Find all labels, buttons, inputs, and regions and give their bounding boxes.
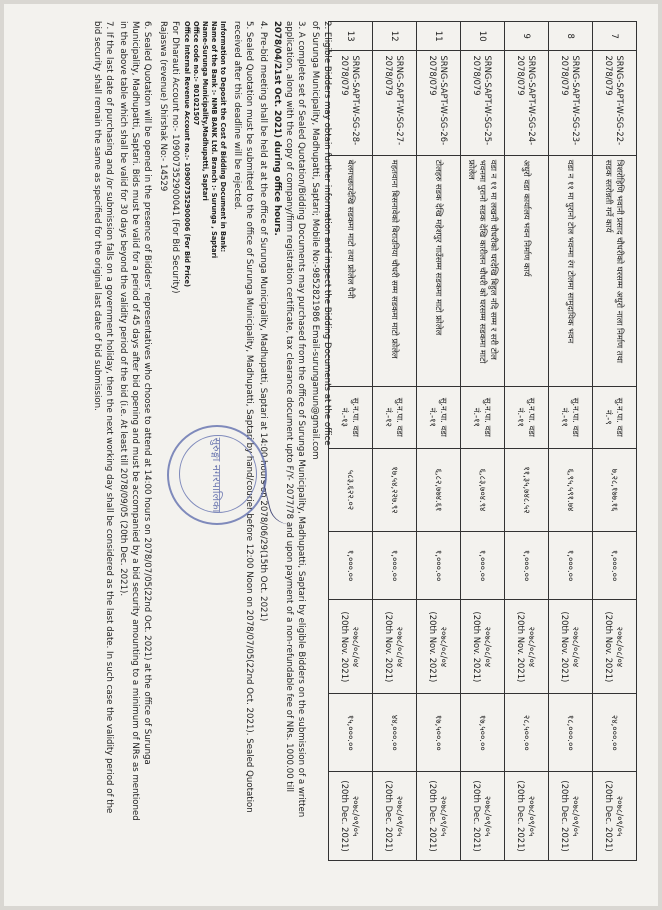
cell-code-text: SRNG-SAPT-W-SG-22-2078/079 <box>604 55 626 146</box>
cell-security <box>461 694 505 772</box>
cell-fee-text: १,०००.०० <box>521 549 532 582</box>
cell-amount <box>417 449 461 532</box>
bid-table-body <box>329 22 637 861</box>
cell-date1-en: (20th Nov. 2021) <box>560 611 571 683</box>
cell-no-text: 8 <box>565 33 576 39</box>
bank-line-2: Name of the Bank :- NMB BANK Ltd. Branch :- Surunga , Saptari <box>210 21 218 259</box>
cell-desc-text: महतवाना बिसनावेको बिराउनिया चौधरी सम्म सडकमा माटो फ्रोलेल <box>389 159 400 359</box>
cell-amount-text: १७,५४,२२७.९२ <box>389 466 400 514</box>
cell-amount <box>329 449 373 532</box>
cell-addr-text: सु.न.पा. वडा नं.-११ <box>472 397 494 437</box>
bank-line-6: For Dharauti Account no:- 109007352900041 (For Bid Security) <box>170 21 180 294</box>
cell-desc <box>593 155 637 386</box>
cell-date1-en: (20th Nov. 2021) <box>340 611 351 683</box>
document-sheet <box>4 4 658 906</box>
cell-code-text: SRNG-SAPT-W-SG-23-2078/079 <box>560 55 582 146</box>
cell-desc-text: वडा न ११ मा पुरानो टोल भवन्मा रंग टोलमा सामुदायिक भवन <box>565 159 576 344</box>
cell-code <box>549 51 593 155</box>
cell-security-text: १७,५००.०० <box>477 714 488 751</box>
cell-amount <box>593 449 637 532</box>
cell-date2-en: (20th Dec. 2021) <box>384 780 395 852</box>
cell-date2-text: २०७८/०९/०५ <box>351 795 362 837</box>
table-row <box>417 22 461 861</box>
cell-date2-text: २०७८/०९/०५ <box>439 795 450 837</box>
cell-no <box>329 22 373 51</box>
cell-fee-text: १,०००.०० <box>609 549 620 582</box>
cell-code-text: SRNG-SAPT-W-SG-25-2078/079 <box>472 55 494 146</box>
cell-addr <box>549 386 593 449</box>
cell-date1-en: (20th Nov. 2021) <box>384 611 395 683</box>
cell-desc-text: टोलहरु सडक देखि महेशपुर गाउँसम्म सडकमा माटो फ्रोलेल <box>433 159 444 336</box>
cell-code-text: SRNG-SAPT-W-SG-24-2078/079 <box>516 55 538 146</box>
cell-amount <box>505 449 549 532</box>
table-row <box>593 22 637 861</box>
cell-date1-text: २०७८/०८/०४ <box>395 626 406 668</box>
cell-amount <box>549 449 593 532</box>
cell-date2-en: (20th Dec. 2021) <box>516 780 527 852</box>
cell-date1-text: २०७८/०८/०४ <box>615 626 626 668</box>
para-5a: 5. Sealed Quotation must be submitted to the office of Surunga Municipality, Madhupatti, Saptari by hand/courier before 12:00 Noon on 2078/07/05(22nd Oct. 2021). Sealed Quotation <box>244 21 254 813</box>
cell-no <box>505 22 549 51</box>
cell-desc <box>461 155 505 386</box>
cell-addr <box>461 386 505 449</box>
cell-fee <box>329 531 373 600</box>
cell-security-text: ४४,०००.०० <box>389 714 400 751</box>
cell-desc <box>549 155 593 386</box>
cell-date1 <box>461 600 505 694</box>
cell-security <box>505 694 549 772</box>
cell-no-text: 7 <box>609 33 620 39</box>
rotated-page <box>7 7 655 903</box>
cell-security-text: १५,०००.०० <box>345 714 356 751</box>
para-7a: 7. If the last date of purchasing and /or submission falls on a government holiday, then the next working day shall be considered as the last date. In such case the validity period of the <box>104 21 114 814</box>
para-2b: of Surunga Municipality, Madhupatti, Saptari; Mobile No:-9852821986 Email-surungamun@gmail.com <box>310 21 320 460</box>
cell-code <box>593 51 637 155</box>
cell-addr <box>505 386 549 449</box>
cell-date1-text: २०७८/०८/०४ <box>483 626 494 668</box>
cell-date2 <box>461 772 505 861</box>
cell-date1-en: (20th Nov. 2021) <box>428 611 439 683</box>
cell-amount-text: ५८३,६२२.०२ <box>345 469 356 511</box>
table-row <box>329 22 373 861</box>
cell-amount <box>461 449 505 532</box>
table-row <box>505 22 549 861</box>
para-4: 4. Pre-bid meeting shall be held at at the office of Surunga Municipality, Madhupatti, Saptari at 14:00 hours on 2078/06/29(15th Oct. 2021) <box>258 21 268 622</box>
cell-amount <box>373 449 417 532</box>
cell-date2-text: २०७८/०९/०५ <box>527 795 538 837</box>
cell-desc-text: बेलगच्छाउदेखि सडकमा माटो तथा फ्रोलेल पैनी <box>345 159 356 299</box>
cell-date1 <box>373 600 417 694</box>
cell-desc <box>505 155 549 386</box>
cell-addr <box>373 386 417 449</box>
cell-security-text: १८,०००.०० <box>565 714 576 751</box>
cell-security <box>593 694 637 772</box>
table-row <box>373 22 417 861</box>
cell-date2 <box>549 772 593 861</box>
cell-code-text: SRNG-SAPT-W-SG-27-2078/079 <box>384 55 406 146</box>
cell-date2 <box>505 772 549 861</box>
cell-date2 <box>593 772 637 861</box>
cell-addr-text: सु.न.पा. वडा नं.-११ <box>516 397 538 437</box>
cell-code <box>329 51 373 155</box>
cell-date2-en: (20th Dec. 2021) <box>428 780 439 852</box>
cell-code <box>373 51 417 155</box>
cell-date2 <box>329 772 373 861</box>
cell-fee-text: १,०००.०० <box>389 549 400 582</box>
para-3b: application, along with the copy of company/firm registration certificate, tax clearance document upto F/Y- 2077/78 and upon payment of a non-refundable fee of NRs. 1000.00 till <box>284 21 294 792</box>
cell-desc-text: अधुरो वडा कार्यालय भवन निर्माण कार्य <box>521 159 532 277</box>
cell-security <box>417 694 461 772</box>
cell-date1 <box>593 600 637 694</box>
cell-date2-en: (20th Dec. 2021) <box>340 780 351 852</box>
cell-amount-text: ११,३५,७४८.५२ <box>521 466 532 514</box>
cell-no <box>373 22 417 51</box>
cell-code-text: SRNG-SAPT-W-SG-26-2078/079 <box>428 55 450 146</box>
bank-line-4: Office code no.:- 801021507 <box>192 21 200 126</box>
cell-date1-text: २०७८/०८/०४ <box>571 626 582 668</box>
bank-line-1: Information to Deposit the Cost of Bidding Document in Bank: <box>219 21 227 253</box>
bid-table <box>328 21 637 861</box>
cell-fee-text: १,०००.०० <box>565 549 576 582</box>
cell-fee-text: १,०००.०० <box>345 549 356 582</box>
cell-no <box>417 22 461 51</box>
cell-date2 <box>373 772 417 861</box>
cell-desc <box>329 155 373 386</box>
cell-date1 <box>329 600 373 694</box>
cell-desc <box>373 155 417 386</box>
cell-no-text: 11 <box>433 30 444 42</box>
cell-addr-text: सु.न.पा. वडा नं.-१३ <box>340 397 362 437</box>
cell-code-text: SRNG-SAPT-W-SG-28-2078/079 <box>340 55 362 146</box>
cell-security <box>549 694 593 772</box>
para-2a: 2. Eligible Bidders may obtain further information and inspect the Bidding Documents at the office <box>322 21 332 446</box>
para-6b: Municipality, Madhupatti, Saptari. Bids must be valid for a period of 45 days after bid opening and must be accompanied by a bid security amounting to a minimum of NRs as mentioned <box>130 21 140 821</box>
cell-security <box>329 694 373 772</box>
cell-addr-text: सु.न.पा. वडा नं.-१२ <box>384 397 406 437</box>
cell-no-text: 10 <box>477 30 488 42</box>
cell-date1-text: २०७८/०८/०४ <box>351 626 362 668</box>
cell-security <box>373 694 417 772</box>
cell-date1 <box>549 600 593 694</box>
para-3a: 3. A complete set of Sealed Quotation/Bidding Documents may purchased from the office of Surunga Municipality, Madhupatti, Saptari by eligible Bidders on the submission of a written <box>296 21 306 818</box>
cell-date2 <box>417 772 461 861</box>
cell-addr-text: सु.न.पा. वडा नं.-९ <box>604 397 626 437</box>
cell-addr <box>593 386 637 449</box>
cell-fee <box>417 531 461 600</box>
cell-date1 <box>505 600 549 694</box>
table-row <box>549 22 593 861</box>
cell-fee <box>505 531 549 600</box>
seal-text: सुरुङ्गा नगरपालिका <box>210 437 224 513</box>
cell-no-text: 12 <box>389 30 400 42</box>
cell-fee-text: १,०००.०० <box>477 549 488 582</box>
cell-date2-text: २०७८/०९/०५ <box>615 795 626 837</box>
para-6a: 6. Sealed Quotation will be opened in the presence of Bidders' representatives who choose to attend at 14:00 hours on 2078/07/05(22nd Oct. 2021) at the office of Surunga <box>142 21 152 765</box>
bank-line-7: Rajaswa (revenue) Shirshak No:- 14529 <box>158 21 168 192</box>
cell-desc-text: वडा न ११ मा लखनी चौधरीको घरदेखि बिहुल नदि सम्म र सरी टोल भवनमा पुरानो सडक देखि कारीलन चौधरी को घरसम्म सडकमा माटो फ्रोलेल <box>467 159 499 364</box>
cell-date2-en: (20th Dec. 2021) <box>560 780 571 852</box>
bank-line-5: Office Internal Revenue Account no.:- 109007352900006 (For Bid Price) <box>183 21 191 288</box>
cell-no <box>593 22 637 51</box>
cell-no <box>549 22 593 51</box>
cell-addr-text: सु.न.पा. वडा नं.-११ <box>428 397 450 437</box>
cell-fee <box>549 531 593 600</box>
table-row <box>461 22 505 861</box>
cell-date2-en: (20th Dec. 2021) <box>472 780 483 852</box>
para-6c: in the above table which shall be valid for 30 days beyond the validity period of the bid (i.e. At least till 2078/09/05 (20th Dec. 2021). <box>118 21 128 597</box>
cell-date2-text: २०७८/०९/०५ <box>483 795 494 837</box>
cell-code <box>505 51 549 155</box>
cell-desc <box>417 155 461 386</box>
para-5b: received after this deadline will be rejected. <box>232 21 242 211</box>
cell-date1-text: २०७८/०८/०४ <box>527 626 538 668</box>
cell-security-text: २८,५००.०० <box>521 714 532 751</box>
para-3c: 2078/04/21st Oct. 2021) during office hours. <box>272 21 282 236</box>
cell-code <box>417 51 461 155</box>
cell-security-text: १७,५००.०० <box>433 714 444 751</box>
cell-date1-en: (20th Nov. 2021) <box>604 611 615 683</box>
cell-fee <box>593 531 637 600</box>
cell-fee <box>373 531 417 600</box>
cell-addr-text: सु.न.पा. वडा नं.-११ <box>560 397 582 437</box>
bank-line-3: Name-Surunga Municipality,Madhupatti, Saptari <box>201 21 209 201</box>
cell-amount-text: ६,८३,७०४.९४ <box>477 468 488 512</box>
cell-date1-en: (20th Nov. 2021) <box>516 611 527 683</box>
cell-date2-text: २०७८/०९/०५ <box>395 795 406 837</box>
cell-date2-text: २०७८/०९/०५ <box>571 795 582 837</box>
cell-addr <box>417 386 461 449</box>
cell-no <box>461 22 505 51</box>
cell-code <box>461 51 505 155</box>
cell-desc-text: त्रिशरोहिणि भवानी प्रसाद चौधरीको घरसम्म अधुरो नाला निर्माण तथा सडक स्तरोन्नती गर्ने कार्य <box>604 159 626 364</box>
cell-date2-en: (20th Dec. 2021) <box>604 780 615 852</box>
cell-security-text: २४,०००.०० <box>609 714 620 751</box>
cell-addr <box>329 386 373 449</box>
para-7b: bid security shall remain the same as specified for the original last date of bid submission. <box>92 21 102 411</box>
cell-date1-en: (20th Nov. 2021) <box>472 611 483 683</box>
cell-fee-text: १,०००.०० <box>433 549 444 582</box>
cell-no-text: 13 <box>345 30 356 42</box>
cell-amount-text: ६,८२,७७४.६१ <box>433 468 444 512</box>
municipality-seal <box>167 425 267 525</box>
cell-fee <box>461 531 505 600</box>
cell-no-text: 9 <box>521 33 532 39</box>
seal-inner-ring <box>179 435 257 513</box>
cell-date1-text: २०७८/०८/०४ <box>439 626 450 668</box>
cell-amount-text: ६,९५,५९१.७४ <box>565 468 576 512</box>
cell-date1 <box>417 600 461 694</box>
cell-amount-text: ७,२८,१७७.१६ <box>609 468 620 512</box>
